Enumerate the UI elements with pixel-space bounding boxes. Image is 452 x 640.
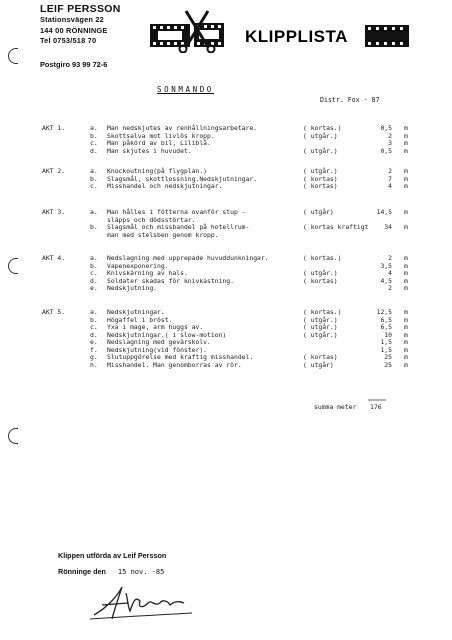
item-unit: m — [404, 146, 408, 155]
item-note: ( kortas) — [303, 182, 338, 191]
item-unit: m — [404, 167, 408, 175]
item-meters: 3 — [388, 139, 392, 148]
item-meters: 2 — [388, 131, 392, 140]
footer-date: 15 nov. -85 — [117, 568, 165, 576]
item-description: Nedskjutningar. — [107, 308, 165, 316]
item-note: ( kortas.) — [303, 124, 342, 132]
act-label: AKT 5. — [42, 308, 66, 316]
item-unit: m — [404, 254, 408, 262]
item-unit: m — [404, 330, 408, 339]
item-note: ( kortas.) — [303, 254, 342, 262]
item-meters: 0,5 — [380, 146, 392, 155]
item-letter: c. — [90, 182, 98, 191]
item-description: Slagsmål och missbandel på hotellrum- — [107, 223, 250, 232]
item-meters: 34 — [384, 223, 392, 232]
summa-value: 176 — [370, 403, 382, 411]
item-unit: m — [404, 308, 408, 316]
item-description: Man skjutes i huvudet. — [107, 146, 192, 155]
item-letter: c. — [90, 139, 98, 148]
item-unit: m — [404, 131, 408, 140]
footer-place-date — [58, 567, 164, 576]
item-meters: 2 — [388, 167, 392, 175]
sender-postal: 144 00 RÖNNINGE — [40, 25, 108, 35]
item-unit: m — [404, 182, 408, 191]
item-meters: 2 — [388, 254, 392, 262]
item-unit: m — [404, 269, 408, 278]
document-heading: SONMANDO — [157, 85, 214, 94]
item-meters: 4,5 — [380, 276, 392, 285]
signature — [88, 585, 198, 623]
act-label: AKT 4. — [42, 254, 66, 262]
item-description: Man nedskjutes av renhållningsarbetare. — [107, 124, 258, 132]
item-unit: m — [404, 174, 408, 183]
item-meters: 4 — [388, 182, 392, 191]
footer-place: Rönninge den — [58, 567, 106, 576]
item-note: ( kortas) — [303, 174, 338, 183]
item-unit: m — [404, 338, 408, 347]
item-description: Nedslagning med upprepade huvuddunkningar. — [107, 254, 269, 262]
item-note: ( utgår.) — [303, 167, 338, 175]
item-note: ( utgår.) — [303, 131, 338, 140]
item-letter: a. — [90, 167, 98, 175]
item-letter: a. — [90, 308, 98, 316]
item-description: Knockoutning(på flygplan.) — [107, 167, 208, 175]
act-label: AKT 3. — [42, 208, 66, 216]
item-meters: 6,5 — [380, 315, 392, 324]
item-note: ( utgår.) — [303, 146, 338, 155]
item-note: ( utgår.) — [303, 315, 338, 324]
item-description: släpps och dödsstörtar. — [107, 215, 196, 224]
item-description: Man påkörd av bil, Liliblå. — [107, 139, 211, 148]
item-meters: 6,5 — [380, 323, 392, 332]
item-unit: m — [404, 276, 408, 285]
sender-name: LEIF PERSSON — [40, 3, 121, 15]
item-note: ( kortas) — [303, 276, 338, 285]
item-letter: d. — [90, 276, 98, 285]
item-meters: 1,5 — [380, 345, 392, 354]
item-note: ( kortas) — [303, 353, 338, 362]
item-meters: 25 — [384, 353, 392, 362]
item-letter: b. — [90, 223, 98, 232]
item-meters: 7 — [388, 174, 392, 183]
item-note: ( utgår) — [303, 360, 334, 369]
item-description: Slagsmål, skottlossning.Nedskjutningar. — [107, 174, 258, 183]
item-letter: a. — [90, 208, 98, 216]
item-description: Man hålles i fötterna ovanför stup - — [107, 208, 246, 216]
item-description: Vapenexponering. — [107, 261, 169, 270]
item-meters: 4 — [388, 269, 392, 278]
item-letter: c. — [90, 323, 98, 332]
item-description: Knivskärning av hals. — [107, 269, 188, 278]
item-letter: b. — [90, 131, 98, 140]
item-description: Soldater skadas för knivkastning. — [107, 276, 234, 285]
item-letter: d. — [90, 330, 98, 339]
item-unit: m — [404, 124, 408, 132]
item-letter: d. — [90, 146, 98, 155]
item-letter: f. — [90, 345, 98, 354]
item-note: ( kortas.) — [303, 308, 342, 316]
act-label: AKT 2. — [42, 167, 66, 175]
sender-street: Stationsvägen 22 — [40, 15, 104, 24]
item-meters: 3,5 — [380, 261, 392, 270]
item-note: ( utgår) — [303, 208, 334, 216]
item-letter: g. — [90, 353, 98, 362]
item-letter: c. — [90, 269, 98, 278]
item-letter: b. — [90, 315, 98, 324]
item-description: Misshandel. Man genomborras av rör. — [107, 360, 242, 369]
item-letter: e. — [90, 338, 98, 347]
item-meters: 10 — [384, 330, 392, 339]
item-description: Nedskjutningar.( i slow-motion) — [107, 330, 227, 339]
item-note: ( kortas kraftigt — [303, 223, 369, 232]
item-unit: m — [404, 284, 408, 293]
item-meters: 1,5 — [380, 338, 392, 347]
item-unit: m — [404, 345, 408, 354]
item-letter: a. — [90, 124, 98, 132]
item-description: Högaffel i bröst. — [107, 315, 173, 324]
item-description: Nedskjutning(vid fönster). — [107, 345, 208, 354]
item-description: Misshandel och nedskjutningar. — [107, 182, 223, 191]
act-label: AKT 1. — [42, 124, 66, 132]
item-unit: m — [404, 139, 408, 148]
item-meters: 12,5 — [376, 308, 392, 316]
item-unit: m — [404, 223, 408, 232]
item-description: man med stelsben genom kropp. — [107, 230, 219, 239]
item-letter: b. — [90, 174, 98, 183]
item-unit: m — [404, 261, 408, 270]
summa-label: summa meter — [314, 403, 357, 411]
punch-hole — [8, 258, 18, 274]
item-letter: b. — [90, 261, 98, 270]
item-unit: m — [404, 323, 408, 332]
item-unit: m — [404, 208, 408, 216]
item-note: ( utgår.) — [303, 323, 338, 332]
item-letter: e. — [90, 284, 98, 293]
item-note: ( utgår.) — [303, 269, 338, 278]
distributor-label: Distr. Fox - 87 — [320, 96, 380, 104]
item-description: Slutuppgörelse med kraftig misshandel. — [107, 353, 254, 362]
sender-phone: Tel 0753/518 70 — [40, 36, 97, 45]
sender-postgiro: Postgiro 93 99 72-6 — [40, 60, 108, 69]
logo-title: KLIPPLISTA — [245, 27, 348, 46]
item-unit: m — [404, 360, 408, 369]
punch-hole — [8, 428, 18, 444]
item-letter: h. — [90, 360, 98, 369]
item-note: ( utgår.) — [303, 330, 338, 339]
item-description: Skottsalva mot livlös kropp. — [107, 131, 215, 140]
item-description: Nedskjutning. — [107, 284, 158, 293]
item-meters: 0,5 — [380, 124, 392, 132]
footer-credit: Klippen utförda av Leif Persson — [58, 551, 167, 560]
item-unit: m — [404, 315, 408, 324]
item-unit: m — [404, 353, 408, 362]
item-description: Yxa i mage, arm huggs av. — [107, 323, 204, 332]
item-meters: 2 — [388, 284, 392, 293]
item-letter: a. — [90, 254, 98, 262]
item-meters: 25 — [384, 360, 392, 369]
punch-hole — [8, 48, 18, 64]
item-description: Nedslagning med gevärskolv. — [107, 338, 211, 347]
item-meters: 14,5 — [376, 208, 392, 216]
